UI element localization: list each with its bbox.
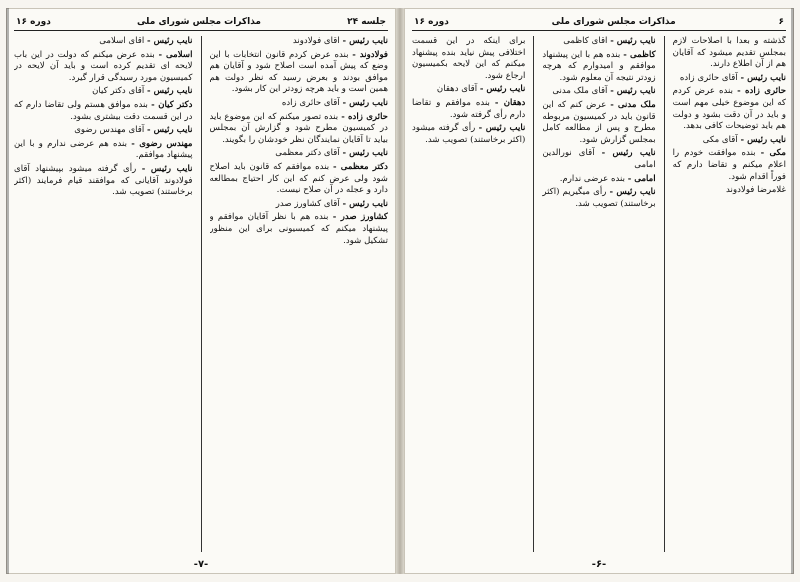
transcript-paragraph xyxy=(412,123,525,146)
header-right-label: ۶ xyxy=(778,17,784,27)
paragraph-text: آقای ملک مدنی xyxy=(552,86,608,97)
speaker-name: دکتر معظمی - xyxy=(333,161,388,172)
speaker-name: اسلامی - xyxy=(158,49,193,60)
paragraph-text: آقای فولادوند xyxy=(292,36,340,46)
speaker-name: کاظمی - xyxy=(623,49,656,60)
transcript-paragraph xyxy=(14,86,193,98)
transcript-paragraph xyxy=(673,148,786,183)
paragraph-text: بنده موافقم و تقاضا دارم رأی گرفته شود. xyxy=(412,97,526,120)
speaker-name: دهقان - xyxy=(494,97,526,108)
paragraph-text: آقای کشاورز صدر xyxy=(275,198,340,209)
transcript-paragraph xyxy=(210,162,389,197)
right-page-column-3 xyxy=(412,36,525,552)
transcript-paragraph xyxy=(542,36,655,48)
paragraph-text: بنده هم عرضی ندارم و با این پیشنهاد موافقم. xyxy=(14,138,193,161)
speaker-name: نایب رئیس - xyxy=(342,97,388,108)
paragraph-text: رأی گرفته میشود (اکثر برخاستند) تصویب شد. xyxy=(412,123,526,145)
speaker-name: نایب رئیس - xyxy=(478,123,526,134)
paragraph-text: آقای نورالدین امامی xyxy=(542,148,656,170)
paragraph-text: برای اینکه در این قسمت اختلافی پیش نیاید بنده پیشنهاد میکنم که این لایحه بکمیسیون ارجاع شود. xyxy=(412,36,526,81)
speaker-name: نایب رئیس - xyxy=(342,148,388,159)
speaker-name: حائری زاده - xyxy=(737,86,786,97)
transcript-paragraph xyxy=(673,185,786,197)
transcript-paragraph xyxy=(210,199,389,211)
paragraph-text: آقای حائری زاده xyxy=(281,97,340,108)
speaker-name: نایب رئیس - xyxy=(609,187,656,198)
speaker-name: دکتر کیان - xyxy=(151,99,193,110)
speaker-name: کشاورز صدر - xyxy=(332,212,388,223)
paragraph-text: بنده تصور میکنم که این موضوع باید در کمیسیون مطرح شود و گزارش آن بمجلس بیاید تا آقایان نمایندگان نظر خودشان را بگویند. xyxy=(209,111,388,145)
paragraph-text: بنده عرض کردم قانون انتخابات با این وضع که پیش آمده است اصلاح شود و آقایان هم موافق بودند و بعرض رسید که نظر دولت هم همین است و باید هرچه زودتر این کار بشود. xyxy=(209,49,388,95)
left-page-header xyxy=(14,14,388,31)
transcript-paragraph xyxy=(14,125,193,137)
paragraph-text: بنده موافق هستم ولی تقاضا دارم که در این قسمت دقت بیشتری بشود. xyxy=(14,99,193,122)
left-page xyxy=(6,8,396,574)
speaker-name: نایب رئیس - xyxy=(147,86,193,97)
transcript-paragraph xyxy=(542,187,655,210)
speaker-name: نایب رئیس - xyxy=(141,163,193,174)
paragraph-text: بنده موافقت خودم را اعلام میکنم و تقاضا دارم که فوراً اقدام شود. xyxy=(672,148,786,182)
paragraph-text: رأی میگیریم (اکثر برخاستند) تصویب شد. xyxy=(542,187,656,209)
transcript-paragraph xyxy=(210,98,389,110)
header-left-label: دوره ۱۶ xyxy=(16,17,51,27)
paragraph-text: آقای مهندس رضوی xyxy=(74,125,145,136)
transcript-paragraph xyxy=(673,36,786,71)
speaker-name: ملک مدنی - xyxy=(610,99,656,110)
paragraph-text: رأی گرفته میشود بپیشنهاد آقای فولادوند آقایانی که موافقند قیام فرمایند (اکثر برخاستند) تصویب شد. xyxy=(14,163,193,198)
left-page-number: -۷- xyxy=(193,559,209,570)
paragraph-text: آقای کاظمی xyxy=(563,36,608,46)
column-divider xyxy=(533,36,534,552)
right-page-columns xyxy=(412,36,786,552)
paragraph-text: بنده عرض میکنم که دولت در این باب لایحه ای تقدیم کرده است و باید آن لایحه در کمیسیون مورد رسیدگی قرار گیرد. xyxy=(14,49,193,83)
speaker-name: مهندس رضوی - xyxy=(131,138,193,149)
speaker-name: نایب رئیس - xyxy=(610,86,656,97)
transcript-paragraph xyxy=(210,36,389,48)
speaker-name: نایب رئیس - xyxy=(147,125,193,136)
header-center-label: مذاکرات مجلس شورای ملی xyxy=(136,17,261,27)
page-edge xyxy=(6,8,9,574)
speaker-name: نایب رئیس - xyxy=(610,36,656,46)
right-page-number: -۶- xyxy=(591,559,607,570)
paragraph-text: آقای حائری زاده xyxy=(679,72,738,83)
transcript-paragraph xyxy=(210,212,389,247)
transcript-paragraph xyxy=(673,73,786,85)
transcript-paragraph xyxy=(673,86,786,132)
transcript-paragraph xyxy=(210,112,389,147)
speaker-name: نایب رئیس - xyxy=(740,134,786,145)
paragraph-text: آقای مکی xyxy=(702,134,738,145)
paragraph-text: آقای دکتر کیان xyxy=(92,86,145,97)
transcript-paragraph xyxy=(412,98,525,121)
speaker-name: نایب رئیس - xyxy=(342,36,388,46)
paragraph-text: غلامرضا فولادوند xyxy=(726,185,786,196)
speaker-name: مکی - xyxy=(760,148,786,159)
transcript-paragraph xyxy=(14,36,193,48)
right-page-header xyxy=(412,14,786,31)
transcript-paragraph xyxy=(542,148,655,171)
paragraph-text: آقای دهقان xyxy=(436,84,478,95)
transcript-paragraph xyxy=(673,135,786,147)
right-page-column-2 xyxy=(542,36,655,552)
transcript-paragraph xyxy=(542,174,655,186)
column-divider xyxy=(201,36,202,552)
paragraph-text: بنده هم با این پیشنهاد موافقم و امیدوارم که هرچه زودتر نتیجه آن معلوم شود. xyxy=(542,49,656,83)
transcript-paragraph xyxy=(412,84,525,96)
paragraph-text: آقای دکتر معظمی xyxy=(275,148,340,159)
speaker-name: نایب رئیس - xyxy=(147,36,193,46)
speaker-name: نایب رئیس - xyxy=(342,198,388,209)
header-right-label: جلسه ۲۴ xyxy=(347,17,386,27)
speaker-name: نایب رئیس - xyxy=(740,72,786,83)
transcript-paragraph xyxy=(412,36,525,82)
speaker-name: امامی - xyxy=(627,173,656,184)
transcript-paragraph xyxy=(14,50,193,85)
speaker-name: نایب رئیس - xyxy=(601,148,656,159)
paragraph-text: آقای اسلامی xyxy=(99,36,145,46)
paragraph-text: بنده عرضی ندارم. xyxy=(559,173,625,184)
right-page-column-1 xyxy=(673,36,786,552)
right-page xyxy=(404,8,794,574)
speaker-name: فولادوند - xyxy=(352,49,388,60)
transcript-paragraph xyxy=(210,148,389,160)
speaker-name: نایب رئیس - xyxy=(479,84,526,95)
paragraph-text: گذشته و بعداً با اصلاحات لازم بمجلس تقدیم میشود که آقایان هم از آن اطلاع دارند. xyxy=(672,36,786,70)
header-left-label: دوره ۱۶ xyxy=(414,17,449,27)
book-gutter xyxy=(396,8,404,574)
page-edge xyxy=(791,8,794,574)
transcript-paragraph xyxy=(14,100,193,123)
left-page-columns xyxy=(14,36,388,552)
left-page-column-2 xyxy=(14,36,193,552)
speaker-name: حائری زاده - xyxy=(341,111,388,122)
transcript-paragraph xyxy=(14,164,193,199)
left-page-column-1 xyxy=(210,36,389,552)
transcript-paragraph xyxy=(210,50,389,96)
paragraph-text: عرض کنم که این قانون باید در کمیسیون مربوطه مطرح و پس از مطالعه کامل بمجلس گزارش شود. xyxy=(542,99,656,145)
paragraph-text: بنده موافقم که قانون باید اصلاح شود ولی عرض کنم که این کار احتیاج بمطالعه دارد و عجله در آن صلاح نیست. xyxy=(209,161,388,196)
paragraph-text: بنده عرض کردم که این موضوع خیلی مهم است و باید در آن دقت بشود و دولت هم باید توضیحات کافی بدهد. xyxy=(672,86,786,132)
transcript-paragraph xyxy=(542,100,655,146)
transcript-paragraph xyxy=(542,86,655,98)
header-center-label: مذاکرات مجلس شورای ملی xyxy=(551,17,676,27)
paragraph-text: بنده هم با نظر آقایان موافقم و پیشنهاد میکنم که کمیسیونی برای این منظور تشکیل شود. xyxy=(209,212,388,246)
transcript-paragraph xyxy=(14,139,193,162)
transcript-paragraph xyxy=(542,50,655,85)
column-divider xyxy=(664,36,665,552)
